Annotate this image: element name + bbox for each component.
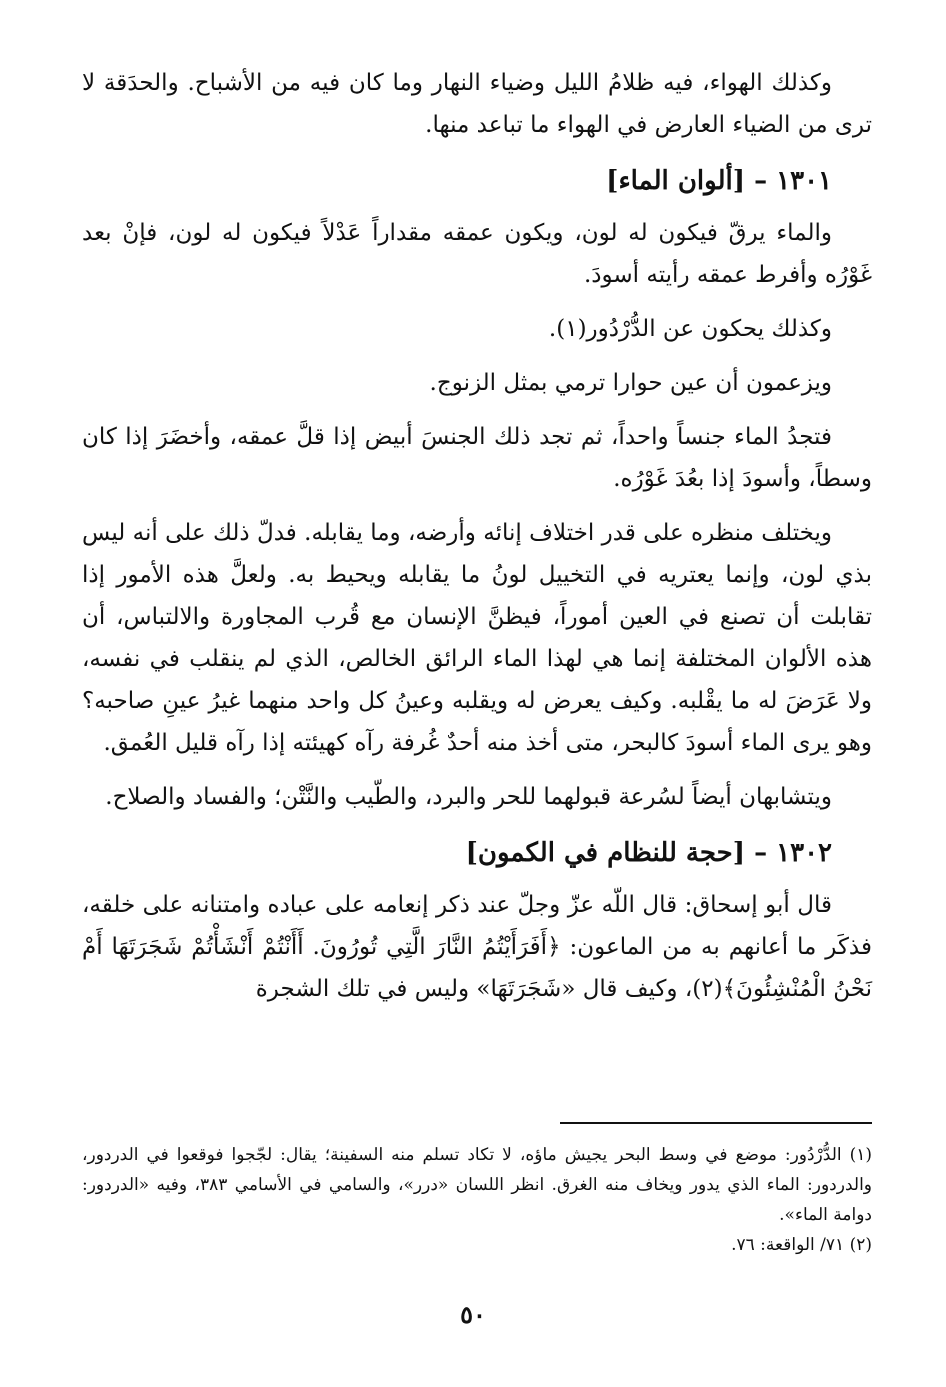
footnotes [82,1140,872,1260]
paragraph-appearance: ويختلف منظره على قدر اختلاف إنائه وأرضه، وما يقابله. فدلّ ذلك على أنه ليس بذي لون، وإنما يعتريه في التخييل لونُ ما يقابله ويحيط به. ولعلَّ هذه الأمور إذا تقابلت أن تصنع في العين أموراً، فيظنَّ الإنسان مع قُرب المجاورة والالتباس، أن هذه الألوان المختلفة إنما هي لهذا الماء الرائق الخالص، الذي لم ينقلب في نفسه، ولا عَرَضَ له ما يقْلبه. وكيف يعرض له ويقلبه وعينُ كل واحد منهما غيرُ عينِ صاحبه؟ وهو يرى الماء أسودَ كالبحر، متى أخذ منه أحدٌ غُرفة رآه كهيئته إذا رآه قليل العُمق. [82,520,872,756]
paragraph-durdur: وكذلك يحكون عن الدُّرْدُور(١). [548,316,832,342]
paragraph-similarity: ويتشابهان أيضاً لسُرعة قبولهما للحر والبرد، والطّيب والنَّتْن؛ والفساد والصلاح. [105,784,832,810]
paragraph-air: وكذلك الهواء، فيه ظلامُ الليل وضياء النهار وما كان فيه من الأشباح. والحدَقة لا ترى من الضياء العارض في الهواء ما تباعد منها. [82,70,872,138]
footnote-1: (١) الدُّرْدُور: موضع في وسط البحر يجيش ماؤه، لا تكاد تسلم منه السفينة؛ يقال: لجّجوا فوقعوا في الدردور، والدردور: الماء الذي يدور ويخاف منه الغرق. انظر اللسان «درر»، والسامي في الأسامي ٣٨٣، وفيه «الدردور: دوامة الماء». [82,1145,872,1225]
section-heading-water-colors: ١٣٠١ – [ألوان الماء] [606,166,832,196]
paragraph-water-genus: فتجدُ الماء جنساً واحداً، ثم تجد ذلك الجنسَ أبيض إذا قلَّ عمقه، وأخضَرَ إذا كان وسطاً، وأسودَ إذا بعُدَ غَوْرُه. [82,424,872,492]
paragraph-abu-ishaq: قال أبو إسحاق: قال اللّه عزّ وجلّ عند ذكر إنعامه على عباده وامتنانه على خلقه، فذكَر ما أعانهم به من الماعون: ﴿أَفَرَأَيْتُمُ النَّارَ الَّتِي تُورُونَ. أَأَنْتُمْ أَنْشَأْتُمْ شَجَرَتَهَا أَمْ نَحْنُ الْمُنْشِئُونَ﴾(٢)، وكيف قال «شَجَرَتَهَا» وليس في تلك الشجرة [82,892,872,1002]
paragraph-water-color: والماء يرقّ فيكون له لون، ويكون عمقه مقداراً عَدْلاً فيكون له لون، فإنْ بعد غَوْرُه وأفرط عمقه رأيته أسودَ. [82,220,872,288]
paragraph-hawara-spring: ويزعمون أن عين حوارا ترمي بمثل الزنوج. [429,370,832,396]
section-heading-nazzam: ١٣٠٢ – [حجة للنظام في الكمون] [465,838,832,868]
footnote-2: (٢) ٧١/ الواقعة: ٧٦. [731,1235,872,1255]
page-number: ٥٠ [460,1300,486,1329]
footnote-separator [560,1122,872,1124]
main-text [82,62,872,1022]
